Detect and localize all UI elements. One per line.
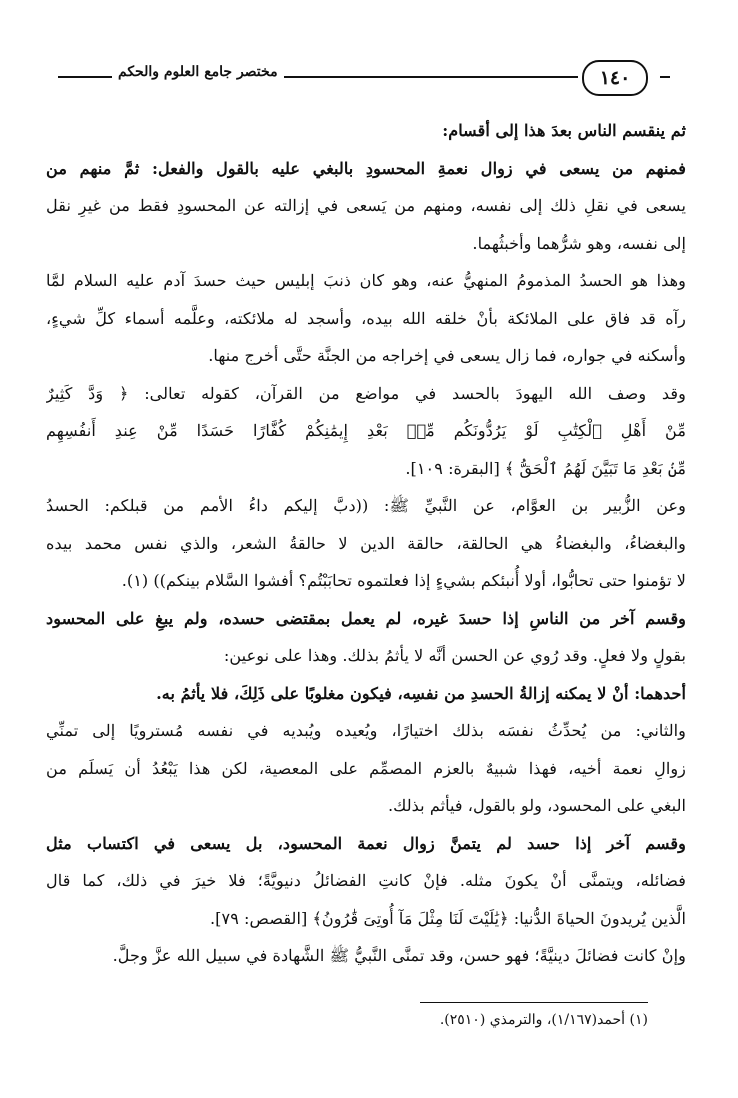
text-line: بقولٍ ولا فعلٍ. وقد رُوي عن الحسن أنَّه لا يأثمُ بذلك. وهذا على نوعين: — [223, 646, 686, 665]
footnote-rule — [420, 1002, 648, 1003]
page-number: ١٤٠ — [582, 60, 648, 96]
text-line: وعن الزُّبير بن العوَّام، عن النَّبيِّ ﷺ: ((دبَّ إليكم داءُ الأمم من قبلكم: الحسدُ — [46, 496, 686, 515]
text-line: الَّذين يُريدونَ الحياةَ الدُّنيا: ﴿يَٰلَيْتَ لَنَا مِثْلَ مَآ أُوتِىَ قَٰرُونُ﴾ [القصص: ٧٩]. — [210, 908, 686, 928]
text-line: ثم ينقسم الناس بعدَ هذا إلى أقسام: — [442, 121, 686, 140]
text-line: والبغضاءُ، والبغضاءُ هي الحالقة، حالقة الدين لا حالقةُ الشعر، والذي نفس محمد بيده — [46, 533, 686, 553]
book-title: مختصر جامع العلوم والحكم — [112, 64, 284, 80]
text-line: البغي على المحسود، ولو بالقول، فيأثم بذلك. — [387, 796, 686, 815]
text-line: مِّنْ أَهْلِ ٱلْكِتَٰبِ لَوْ يَرُدُّونَكُم مِّنۢ بَعْدِ إِيمَٰنِكُمْ كُفَّارًا حَسَدًا مِّنْ عِندِ أَنفُسِهِم — [46, 421, 686, 440]
text-line: مِّنۢ بَعْدِ مَا تَبَيَّنَ لَهُمُ ٱلْحَقُّ ﴾ [البقرة: ١٠٩]. — [405, 458, 686, 478]
text-line: فضائله، ويتمنَّى أنْ يكونَ مثله. فإنْ كانتِ الفضائلُ دنيويَّةً؛ فلا خيرَ في ذلك، كما قال — [46, 871, 686, 890]
text-line: وهذا هو الحسدُ المذمومُ المنهيُّ عنه، وهو كان ذنبَ إبليس حيث حسدَ آدم عليه السلام لمَّا — [46, 271, 686, 290]
text-line: أحدهما: أنْ لا يمكنه إزالةُ الحسدِ من نفسِه، فيكون مغلوبًا على ذَلِكَ، فلا يأثمُ به. — [156, 683, 686, 703]
text-line: يسعى في نقلِ ذلك إلى نفسه، ومنهم من يَسعى في إزالته عن المحسودِ فقط من غيرِ نقل — [46, 196, 686, 215]
text-line: رآه قد فاق على الملائكة بأنْ خلقه الله بيده، وأسجد له ملائكته، وعلَّمه أسماء كلِّ شيءٍ، — [46, 308, 686, 328]
text-line: وإنْ كانت فضائلَ دينيَّةً؛ فهو حسن، وقد تمنَّى النَّبيُّ ﷺ الشَّهادة في سبيل الله عزَّ وجلَّ. — [112, 946, 686, 965]
text-line: وأسكنه في جواره، فما زال يسعى في إخراجه من الجنَّة حتَّى أخرج منها. — [208, 346, 686, 365]
page-body — [46, 112, 686, 975]
text-line: والثاني: من يُحدِّثُ نفسَه بذلك اختيارًا، ويُعيده ويُبديه في نفسه مُسترويًا إلى تمنِّي — [46, 721, 686, 740]
text-line: وقد وصف الله اليهودَ بالحسد في مواضع من القرآن، كقوله تعالى: ﴿ وَدَّ كَثِيرٌ — [46, 383, 686, 403]
text-line: فمنهم من يسعى في زوال نعمةِ المحسودِ بالبغي عليه بالقول والفعل: ثمَّ منهم من — [46, 158, 686, 178]
text-line: وقسم آخر إذا حسد لم يتمنَّ زوال نعمة المحسود، بل يسعى في اكتساب مثل — [46, 833, 686, 853]
text-line: وقسم آخر من الناسِ إذا حسدَ غيره، لم يعمل بمقتضى حسده، ولم يبغِ على المحسود — [46, 608, 686, 628]
text-line: إلى نفسه، وهو شرُّهما وأخبثُهما. — [472, 233, 686, 253]
text-line: لا تؤمنوا حتى تحابُّوا، أولا أُنبئكم بشيءٍ إذا فعلتموه تحابَبْتُم؟ أفشوا السَّلام بينكم)) (١). — [121, 571, 686, 590]
header-dash-right — [660, 76, 670, 78]
footnote: (١) أحمد(١/١٦٧)، والترمذي (٢٥١٠). — [439, 1012, 648, 1028]
text-line: زوالِ نعمة أخيه، فهذا شبيهٌ بالعزم المصمِّم على المعصية، لكن هذا يَبْعُدُ أن يَسلَم من — [46, 758, 686, 778]
page-header — [48, 58, 678, 98]
